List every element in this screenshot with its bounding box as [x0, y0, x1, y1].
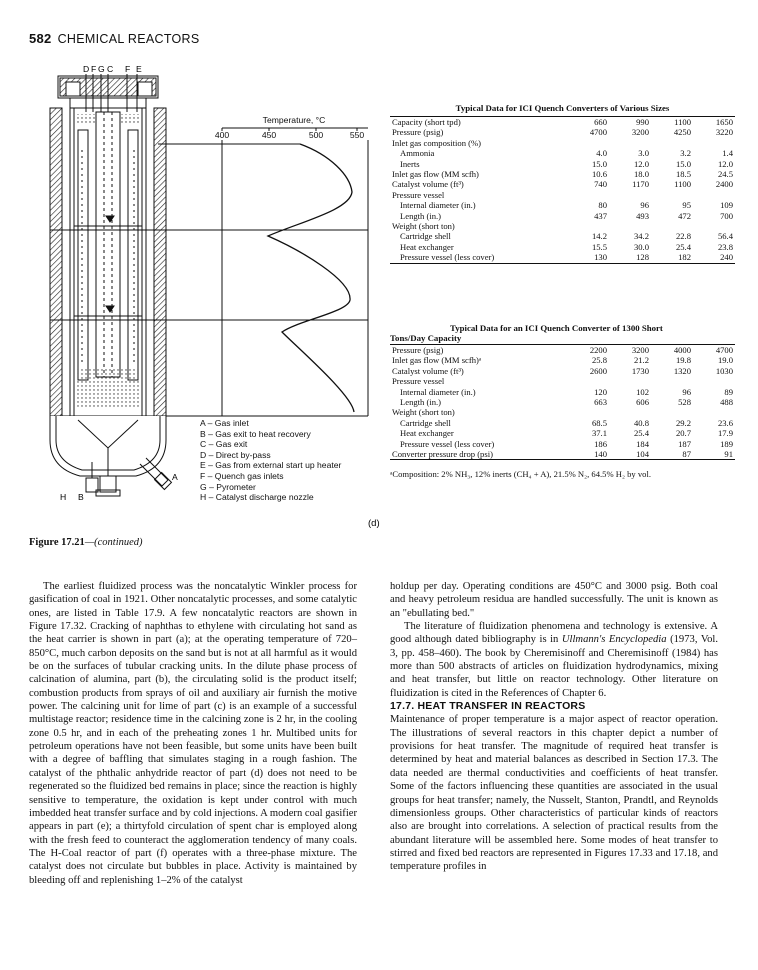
table2-row: [390, 407, 735, 417]
reactor-head: [58, 74, 158, 112]
table2-row-label: Inlet gas flow (MM scfh)ᵃ: [392, 355, 482, 366]
table1-cell: 740: [594, 179, 607, 190]
table1-cell: [651, 221, 693, 231]
table1: [390, 117, 735, 263]
table1-row-label: Catalyst volume (ft³): [392, 179, 464, 190]
figure-legend: [200, 418, 341, 503]
table1-cell: 1.4: [722, 148, 733, 159]
table1-cell: 1100: [674, 117, 691, 127]
legend-item-g: G – Pyrometer: [200, 481, 256, 492]
table1-row: [390, 231, 735, 241]
legend-item-a: A – Gas inlet: [200, 418, 249, 428]
table1-cell: 3.0: [638, 148, 649, 159]
table2-cell: 189: [720, 438, 733, 449]
table1-cell: [567, 190, 609, 200]
temp-axis-label: Temperature, °C: [262, 115, 326, 125]
table1-row: [390, 148, 735, 158]
table2-cell: [609, 407, 651, 417]
table2-cell: 87: [682, 449, 691, 460]
table1-cell: 14.2: [591, 231, 607, 242]
legend-item-c: C – Gas exit: [200, 439, 248, 450]
table1-cell: 4250: [673, 127, 691, 138]
table2-cell: 91: [724, 449, 733, 460]
temp-tick-500: 500: [308, 130, 324, 140]
table2-cell: 20.7: [675, 428, 691, 439]
table1-cell: 130: [594, 252, 607, 263]
table1-cell: 128: [636, 252, 649, 263]
table1-row: [390, 252, 735, 262]
table2-cell: 663: [594, 397, 607, 408]
table2-cell: 37.1: [591, 428, 607, 439]
table2-cell: 488: [720, 397, 733, 408]
table1-cell: 700: [720, 210, 733, 221]
table1-row-label: Cartridge shell: [400, 231, 451, 242]
label-d: D: [83, 64, 90, 74]
table1-cell: 56.4: [717, 231, 733, 242]
table1-row: [390, 179, 735, 189]
table1-cell: [651, 190, 693, 200]
page-number: 582: [29, 31, 52, 46]
table1-row: [390, 242, 735, 252]
label-f1: F: [91, 64, 97, 74]
table2-row-label: Pressure vessel (less cover): [400, 438, 495, 449]
table2-row-label: Converter pressure drop (psi): [392, 449, 493, 460]
table1-cell: [567, 221, 609, 231]
table2-cell: 1730: [631, 365, 649, 376]
table2-cell: 4000: [673, 345, 691, 355]
table1-cell: 12.0: [633, 158, 649, 169]
table1-cell: [693, 221, 735, 231]
table2-footnote: ᵃComposition: 2% NH₃, 12% inerts (CH₄ + A), 21.5% N₂, 64.5% H₂ by vol.: [390, 469, 651, 480]
table1-row-label: Weight (short ton): [392, 221, 455, 232]
table1-cell: 96: [640, 200, 649, 211]
figure-caption: [29, 537, 143, 548]
table2-row: [390, 397, 735, 407]
table2-cell: [651, 407, 693, 417]
table1-cell: 4700: [589, 127, 607, 138]
temp-tick-400: 400: [214, 130, 230, 140]
legend-item-b: B – Gas exit to heat recovery: [200, 428, 311, 439]
table2-cell: 68.5: [591, 417, 607, 428]
label-g: G: [98, 64, 105, 74]
table1-cell: 30.0: [633, 241, 649, 252]
table2-cell: 2600: [589, 365, 607, 376]
top-labels: [83, 64, 142, 74]
table1-row-label: Pressure (psig): [392, 127, 444, 138]
table2-cell: 187: [678, 438, 691, 449]
table1-cell: 437: [594, 210, 607, 221]
table2-row-label: Length (in.): [400, 397, 442, 408]
table1-cell: 12.0: [717, 158, 733, 169]
table1-cell: 25.4: [675, 241, 691, 252]
table1-cell: 22.8: [675, 231, 691, 242]
table1-block: [390, 103, 735, 264]
table2-row: [390, 387, 735, 397]
table1-cell: 1650: [715, 117, 733, 127]
table1-cell: 109: [720, 200, 733, 211]
table2-row: [390, 345, 735, 355]
table1-cell: [567, 138, 609, 148]
table2-cell: 1320: [673, 365, 691, 376]
table2-cell: 40.8: [633, 417, 649, 428]
table2-cell: [693, 376, 735, 386]
table2-cell: 4700: [715, 345, 733, 355]
table2-cell: [651, 376, 693, 386]
table2-row: [390, 449, 735, 459]
table2-cell: [567, 407, 609, 417]
section-heading: 17.7. HEAT TRANSFER IN REACTORS: [390, 700, 586, 713]
table1-row-label: Internal diameter (in.): [400, 200, 476, 211]
table2-cell: [567, 376, 609, 386]
table1-row: [390, 138, 735, 148]
right-paragraph-3: Maintenance of proper temperature is a major aspect of reactor operation. The illustrations of several reactors in this chapter depict a number of provisions for heat transfer. The magnitude of required heat transfer is determined by heat and material balances as described in Section 17.3. The data needed are thermal conductivities and coefficients of heat transfer. Some of the factors influencing these quantities are associated in the usual groups for heat transfer; namely, the Nusselt, Stanton, Prandtl, and Reynolds dimensionless groups. Other characteristics of particular kinds of reactors also are brought into correlations. A selection of practical results from the abundant literature will be assembled here. Some modes of heat transfer to stirred and fixed bed reactors are represented in Figures 17.33 and 17.18, and temperature profiles in: [390, 714, 718, 873]
table2-cell: 19.8: [675, 355, 691, 366]
label-e: E: [136, 64, 142, 74]
left-paragraph-1: The earliest fluidized process was the noncatalytic Winkler process for gasification of coal in 1921. Other noncatalytic processes, and some catalytic ones, are listed in Table 17.9. A few noncatalytic reactors are shown in Figure 17.32. Cracking of naphthas to ethylene with circulating hot sand as the heat carrier is shown in part (a); at the operating temperature of 720–850°C, much carbon deposits on the sand but is not at all harmful as it would be on the surfaces of tubular cracking units. In the dilute phase process of calcination of alumina, part (b), the circulating solid is the product itself; combustion products from sprays of oil and auxiliary air furnish the motive power. The calcining unit for lime of part (c) is an example of a successful multistage reactor; residence time in the calcining zone is 2 hr, in the cooling zone 0.5 hr, and in each of the preheating zones 1 hr. Multibed units for petroleum operations have not been feasible, but some units have been built with a degree of baffling that simulates staging in a rough fashion. The catalyst of the phthalic anhydride reactor of part (d) does not need to be regenerated so the fluidized bed remains in place; since the reaction is highly sensitive to temperature, the oxidation is kept under control with much imbedded heat transfer surface and by cold injections. A modern coal gasifier appears in part (e); a thirtyfold circulation of spent char is employed along with the fresh feed to counteract the agglomeration tendency of many coals. The H-Coal reactor of part (f) operates with a three-phase mixture. The catalyst does not circulate but bubbles in place. Activity is maintained by bleeding off and replenishing 1–2% of the catalyst: [29, 581, 357, 886]
table2-row-label: Weight (short ton): [392, 407, 455, 418]
table1-row-label: Pressure vessel (less cover): [400, 252, 495, 263]
table2-row-label: Internal diameter (in.): [400, 386, 476, 397]
table1-row: [390, 127, 735, 137]
central-tube: [78, 112, 138, 380]
table2-cell: 29.2: [675, 417, 691, 428]
table1-cell: 3220: [715, 127, 733, 138]
table1-row-label: Inlet gas flow (MM scfh): [392, 169, 479, 180]
table2-row-label: Pressure (psig): [392, 345, 444, 355]
legend-item-h: H – Catalyst discharge nozzle: [200, 492, 314, 503]
table1-cell: 493: [636, 210, 649, 221]
legend-item-d: D – Direct by-pass: [200, 449, 271, 460]
table1-row: [390, 211, 735, 221]
table1-cell: 472: [678, 210, 691, 221]
caption-continued: —(continued): [84, 537, 143, 548]
temperature-axis: [215, 115, 368, 140]
table2-cell: 96: [682, 386, 691, 397]
right-paragraph-1: holdup per day. Operating conditions are 450°C and 3000 psig. Both coal and heavy petroleum residua are handled successfully. The unit is known as an "ebullating bed.": [390, 581, 718, 619]
body-left-column: [29, 580, 357, 887]
label-b: B: [78, 492, 84, 502]
table1-row: [390, 190, 735, 200]
table2-cell: 102: [636, 386, 649, 397]
table1-cell: 1170: [632, 179, 649, 190]
label-a: A: [172, 472, 178, 482]
table2-cell: 23.6: [717, 417, 733, 428]
table2-row: [390, 355, 735, 365]
table2-cell: 140: [594, 449, 607, 460]
table1-cell: 95: [682, 200, 691, 211]
table2-cell: 120: [594, 386, 607, 397]
table2: [390, 345, 735, 459]
table1-cell: 18.0: [633, 169, 649, 180]
body-right-column: [390, 580, 718, 874]
table1-cell: 2400: [715, 179, 733, 190]
table1-cell: 1100: [674, 179, 691, 190]
table2-cell: [609, 376, 651, 386]
table1-cell: 3.2: [680, 148, 691, 159]
table1-cell: 3200: [631, 127, 649, 138]
right-p2-italic: Ullmann's Encyclopedia: [561, 634, 667, 646]
label-h: H: [60, 492, 67, 502]
table1-cell: 24.5: [717, 169, 733, 180]
table2-cell: 3200: [631, 345, 649, 355]
table2-cell: 89: [724, 386, 733, 397]
table1-row-label: Ammonia: [400, 148, 435, 159]
table2-row: [390, 428, 735, 438]
table1-cell: 240: [720, 252, 733, 263]
temperature-profile: [158, 140, 368, 416]
table2-cell: 25.4: [633, 428, 649, 439]
table2-cell: 528: [678, 397, 691, 408]
table1-row: [390, 200, 735, 210]
caption-figure-number: Figure 17.21: [29, 537, 85, 548]
table1-cell: [609, 138, 651, 148]
table2-cell: 25.8: [591, 355, 607, 366]
table1-cell: [609, 221, 651, 231]
table1-cell: 23.8: [717, 241, 733, 252]
table2-title-line2: Tons/Day Capacity: [390, 333, 462, 343]
legend-item-f: F – Quench gas inlets: [200, 470, 284, 481]
table1-row-label: Length (in.): [400, 210, 442, 221]
right-paragraph-2: [390, 620, 718, 700]
right-p2-pre: The literature of fluidization phenomena and technology is extensive. A good although dated bibliography is in: [390, 621, 718, 646]
table1-row: [390, 159, 735, 169]
table1-row: [390, 169, 735, 179]
table2-cell: [693, 407, 735, 417]
table1-cell: 660: [594, 117, 607, 127]
temp-tick-550: 550: [349, 130, 365, 140]
table2-cell: 21.2: [633, 355, 649, 366]
table1-row-label: Heat exchanger: [400, 241, 454, 252]
table2-cell: 1030: [715, 365, 733, 376]
reactor-bottom: [50, 416, 171, 496]
table2-row: [390, 418, 735, 428]
table1-cell: 15.0: [591, 158, 607, 169]
table2-row: [390, 439, 735, 449]
table2-cell: 19.0: [717, 355, 733, 366]
table1-cell: 10.6: [591, 169, 607, 180]
table1-cell: 182: [678, 252, 691, 263]
table1-cell: [693, 138, 735, 148]
legend-item-e: E – Gas from external start up heater: [200, 460, 342, 471]
panel-label: (d): [368, 518, 380, 529]
table1-cell: 990: [636, 117, 649, 127]
table1-row-label: Inerts: [400, 158, 420, 169]
label-c: C: [107, 64, 114, 74]
table1-cell: [651, 138, 693, 148]
table2-cell: 104: [636, 449, 649, 460]
table2-row: [390, 366, 735, 376]
table2-block: [390, 323, 735, 479]
table2-cell: 17.9: [717, 428, 733, 439]
temp-tick-450: 450: [261, 130, 277, 140]
table2-title-line1: Typical Data for an ICI Quench Converter of 1300 Short: [450, 323, 663, 333]
table1-cell: 4.0: [596, 148, 607, 159]
table1-cell: [693, 190, 735, 200]
table2-row-label: Heat exchanger: [400, 428, 454, 439]
table2-row-label: Cartridge shell: [400, 417, 451, 428]
table1-row: [390, 221, 735, 231]
table2-cell: 2200: [589, 345, 607, 355]
table1-cell: 18.5: [675, 169, 691, 180]
table1-row: [390, 117, 735, 127]
table2-row-label: Pressure vessel: [392, 376, 445, 387]
table1-row-label: Capacity (short tpd): [392, 117, 461, 127]
table1-cell: 34.2: [633, 231, 649, 242]
table2-cell: 186: [594, 438, 607, 449]
table1-cell: 15.0: [675, 158, 691, 169]
table2-cell: 184: [636, 438, 649, 449]
table1-cell: [609, 190, 651, 200]
running-title: CHEMICAL REACTORS: [57, 32, 200, 46]
table1-cell: 80: [598, 200, 607, 211]
table1-cell: 15.5: [591, 241, 607, 252]
table2-row-label: Catalyst volume (ft³): [392, 365, 464, 376]
table2-row: [390, 376, 735, 386]
table1-title: Typical Data for ICI Quench Converters of Various Sizes: [455, 103, 670, 113]
label-f2: F: [125, 64, 131, 74]
right-p2-post: (1973, Vol. 3, pp. 458–460). The book by Cheremisinoff and Cheremisinoff (1984) has more than 500 abstracts of articles on fluidization hydrodynamics, mixing and heat transfer, but little on reactor technology. Other literature on fluidization is cited in the References of Chapter 6.: [390, 634, 718, 699]
table1-row-label: Pressure vessel: [392, 189, 445, 200]
table2-cell: 606: [636, 397, 649, 408]
table1-row-label: Inlet gas composition (%): [392, 137, 482, 148]
